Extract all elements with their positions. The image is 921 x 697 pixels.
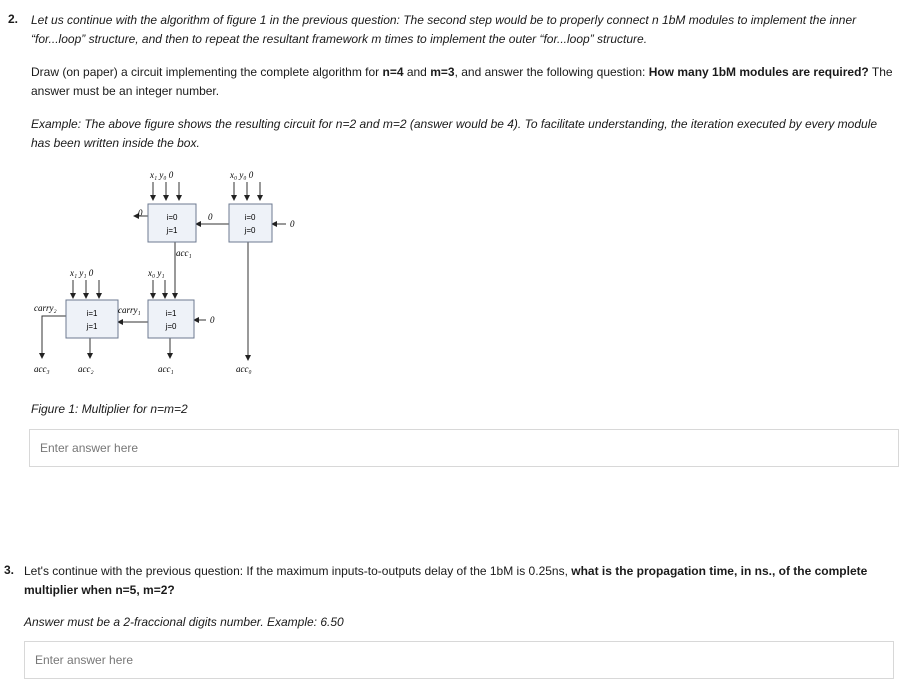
q3-bold2: multiplier when n=5, m=2? [24, 583, 175, 597]
label-acc2: acc₂ [78, 364, 94, 374]
box-c-line1: i=1 [86, 309, 98, 318]
question-3-answer-input[interactable] [24, 641, 894, 679]
question-2-intro-line1: Let us continue with the algorithm of figure 1 in the previous question: The second step would be to properly connect n 1bM modules to implement the inner [31, 13, 857, 27]
label-zero-b: 0 [208, 212, 213, 222]
box-a-line1: i=0 [166, 213, 178, 222]
task-text-b: , and answer the following question: [454, 65, 649, 79]
module-box-c [66, 300, 118, 338]
label-mid-left-inputs: x₁ y₁ 0 [70, 268, 94, 278]
task-m-value: m=3 [430, 65, 455, 79]
question-2-task-line1 [31, 63, 911, 82]
module-box-a [148, 204, 196, 242]
box-b-line1: i=0 [244, 213, 256, 222]
question-2-task-line2: answer must be an integer number. [31, 84, 220, 98]
box-d-line2: j=0 [165, 322, 177, 331]
label-top-left-inputs: x₁ y₀ 0 [150, 170, 174, 180]
label-mid-center-inputs: x₀ y₁ [148, 268, 165, 278]
q3-bold1: what is the propagation time, in ns., of the complete [571, 564, 868, 578]
module-box-d [148, 300, 194, 338]
label-zero-c: 0 [290, 219, 295, 229]
figure-caption: Figure 1: Multiplier for n=m=2 [31, 402, 188, 416]
question-2-example-line1: Example: The above figure shows the resulting circuit for n=2 and m=2 (answer would be 4). To facilitate understanding, the iteration executed by every module [31, 117, 878, 131]
question-3-note: Answer must be a 2-fraccional digits number. Example: 6.50 [24, 615, 344, 629]
question-3-text-line1 [24, 562, 914, 581]
label-acc3: acc₃ [34, 364, 50, 374]
label-top-right-inputs: x₀ y₀ 0 [230, 170, 254, 180]
task-text-a: Draw (on paper) a circuit implementing the complete algorithm for [31, 65, 383, 79]
task-text-and: and [403, 65, 431, 79]
question-3-number: 3. [4, 563, 15, 577]
label-carry1: carry₁ [118, 305, 141, 315]
question-2-intro-line2: “for...loop” structure, and then to repeat the resultant framework m times to implement the outer “for...loop” structure. [31, 32, 648, 46]
label-zero-a: 0 [138, 208, 143, 218]
multiplier-circuit-figure [30, 160, 320, 385]
task-text-c: The [868, 65, 893, 79]
box-a-line2: j=1 [166, 226, 178, 235]
label-acc1-mid: acc₁ [176, 248, 192, 258]
task-question: How many 1bM modules are required? [648, 65, 869, 79]
box-d-line1: i=1 [165, 309, 177, 318]
task-n-value: n=4 [382, 65, 404, 79]
question-2-example-line2: has been written inside the box. [31, 136, 200, 150]
question-2-number: 2. [8, 12, 19, 26]
question-3-text-line2 [24, 581, 175, 600]
label-acc0: acc₀ [236, 364, 252, 374]
label-acc1-bottom: acc₁ [158, 364, 174, 374]
box-b-line2: j=0 [244, 226, 256, 235]
box-c-line2: j=1 [86, 322, 98, 331]
question-2-answer-input[interactable] [29, 429, 899, 467]
label-zero-d: 0 [210, 315, 215, 325]
label-carry2: carry₂ [34, 303, 57, 313]
q3-text-a: Let's continue with the previous question: If the maximum inputs-to-outputs delay of the 1bM is 0.25ns, [24, 564, 572, 578]
module-box-b [229, 204, 272, 242]
